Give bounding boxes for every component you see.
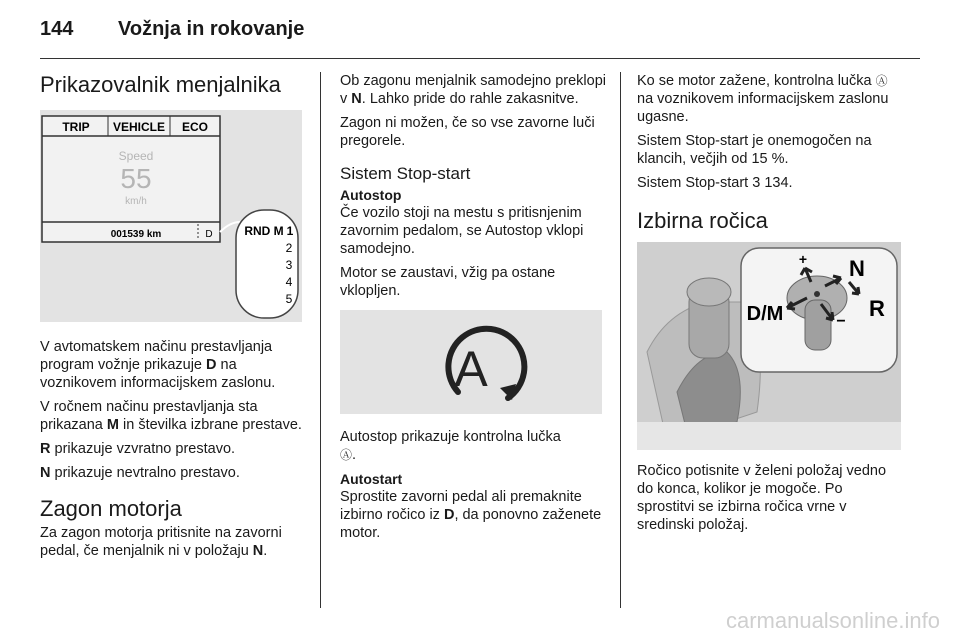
shift-plus-label: + xyxy=(798,251,808,267)
paragraph-manual-mode: V ročnem načinu prestavljanja sta prikazana M in številka izbrane prestave. xyxy=(40,399,302,433)
paragraph-neutral: N prikazuje nevtralno prestavo. xyxy=(40,465,240,481)
shift-dm-label: D/M xyxy=(746,303,784,325)
display-tab-trip: TRIP xyxy=(62,120,90,134)
autostop-indicator-icon: Ⓐ xyxy=(340,448,353,462)
autostop-icon xyxy=(340,310,602,414)
chapter-title: Vožnja in rokovanje xyxy=(118,18,305,40)
display-speed-value: 55 xyxy=(120,163,152,194)
section-title-engine-start: Zagon motorja xyxy=(40,496,182,521)
display-gear-4: 4 xyxy=(285,275,293,289)
autostop-icon-letter: A xyxy=(454,341,488,397)
display-tab-eco: ECO xyxy=(181,120,209,134)
display-gear-row: RND M xyxy=(244,224,284,238)
paragraph-engine-stops: Motor se zaustavi, vžig pa ostane vklopljen. xyxy=(340,265,556,299)
watermark: carmanualsonline.info xyxy=(725,608,940,633)
autostop-indicator-icon: Ⓐ xyxy=(875,74,888,88)
page-header xyxy=(40,18,920,48)
gear-display-figure xyxy=(40,110,302,322)
shift-n-label: N xyxy=(849,256,865,281)
paragraph-autostop: Če vozilo stoji na mestu s pritisnjenim zavornim pedalom, se Autostop vklopi samodejno. xyxy=(340,205,584,257)
display-gear-5: 5 xyxy=(285,292,293,306)
display-gear-small: D xyxy=(205,229,213,240)
column-1 xyxy=(40,72,310,566)
display-speed-unit: km/h xyxy=(125,196,147,207)
paragraph-stop-start-reference: Sistem Stop-start 3 134. xyxy=(637,175,793,191)
display-gear-3: 3 xyxy=(285,258,293,272)
display-gear-1: 1 xyxy=(286,224,294,238)
paragraph-stop-start-slopes: Sistem Stop-start je onemogočen na klancih, večjih od 15 %. xyxy=(637,133,872,167)
section-title-stop-start: Sistem Stop-start xyxy=(340,164,471,183)
paragraph-automatic-mode: V avtomatskem načinu prestavljanja program vožnje prikazuje D na voznikovem informacijskem zaslonu. xyxy=(40,339,276,391)
instrument-display-illustration xyxy=(40,110,302,322)
header-divider xyxy=(40,58,920,59)
display-speed-label: Speed xyxy=(118,149,154,163)
shift-r-label: R xyxy=(869,296,885,321)
section-title-selector-lever: Izbirna ročica xyxy=(637,208,768,233)
display-odometer: 001539 km xyxy=(110,229,162,240)
page-reference-icon: 3 xyxy=(752,175,761,191)
display-gear-2: 2 xyxy=(285,241,293,255)
subheading-autostart: Autostart xyxy=(340,471,403,487)
paragraph-autostop-indicator: Autostop prikazuje kontrolna lučka Ⓐ. xyxy=(340,429,561,463)
display-tab-vehicle: VEHICLE xyxy=(112,120,166,134)
paragraph-start-neutral: Ob zagonu menjalnik samodejno preklopi v N. Lahko pride do rahle zakasnitve. xyxy=(340,73,606,107)
section-title-gear-display: Prikazovalnik menjalnika xyxy=(40,72,281,97)
column-divider-2 xyxy=(620,72,621,608)
column-2 xyxy=(340,72,606,548)
paragraph-indicator-off: Ko se motor zažene, kontrolna lučka Ⓐ na voznikovem informacijskem zaslonu ugasne. xyxy=(637,73,889,125)
selector-lever-illustration xyxy=(637,242,901,450)
paragraph-lever-operation: Ročico potisnite v želeni položaj vedno do konca, kolikor je mogoče. Po sprostitvi se izbirna ročica vrne v sredinski položaj. xyxy=(637,463,887,533)
page-number: 144 xyxy=(40,18,74,40)
shift-minus-label: − xyxy=(836,313,846,330)
column-divider-1 xyxy=(320,72,321,608)
paragraph-autostart: Sprostite zavorni pedal ali premaknite izbirno ročico iz D, da ponovno zaženete motor. xyxy=(340,489,602,541)
paragraph-brake-lights: Zagon ni možen, če so vse zavorne luči pregorele. xyxy=(340,115,595,149)
paragraph-reverse: R prikazuje vzvratno prestavo. xyxy=(40,441,236,457)
paragraph-engine-start: Za zagon motorja pritisnite na zavorni pedal, če menjalnik ni v položaju N. xyxy=(40,525,282,559)
autostop-icon-figure xyxy=(340,310,602,414)
column-3 xyxy=(637,72,903,540)
subheading-autostop: Autostop xyxy=(340,187,402,203)
selector-lever-figure xyxy=(637,242,901,450)
